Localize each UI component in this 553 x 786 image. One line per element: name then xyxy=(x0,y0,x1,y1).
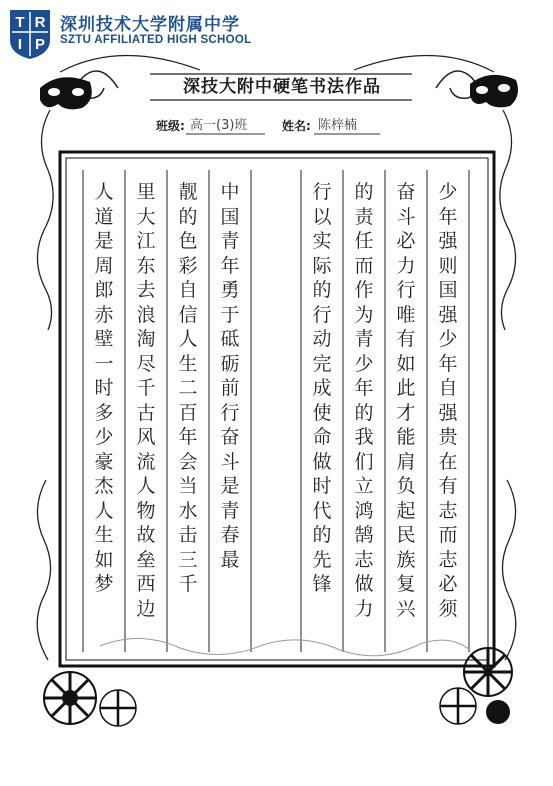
column-char: 则 xyxy=(438,254,458,277)
column-char: 贵 xyxy=(438,426,458,448)
column-char: 会 xyxy=(178,450,198,473)
column-char: 行 xyxy=(312,181,332,203)
column-char: 生 xyxy=(178,352,198,375)
column-char: 此 xyxy=(396,377,416,399)
text-column xyxy=(85,180,123,597)
column-char: 年 xyxy=(178,426,198,448)
column-char: 强 xyxy=(438,303,458,326)
column-char: 砺 xyxy=(220,352,240,375)
column-char: 先 xyxy=(312,548,332,571)
column-char: 志 xyxy=(438,499,458,522)
column-char: 志 xyxy=(354,548,374,571)
column-char: 三 xyxy=(178,548,198,571)
column-char: 作 xyxy=(354,279,374,301)
column-char: 于 xyxy=(220,303,240,326)
column-char: 年 xyxy=(220,254,240,277)
column-char: 周 xyxy=(94,254,114,277)
column-char: 砥 xyxy=(220,328,240,350)
column-char: 古 xyxy=(136,401,156,424)
column-char: 的 xyxy=(178,205,198,228)
column-char: 边 xyxy=(136,597,156,620)
column-char: 浪 xyxy=(136,303,156,326)
column-char: 如 xyxy=(396,352,416,375)
column-char: 实 xyxy=(312,230,332,252)
column-char: 人 xyxy=(178,328,198,350)
column-char: 靓 xyxy=(178,181,198,203)
column-char: 西 xyxy=(136,573,156,595)
column-char: 年 xyxy=(354,377,374,399)
column-char: 民 xyxy=(396,524,416,546)
column-char: 自 xyxy=(178,279,198,301)
column-char: 有 xyxy=(438,475,458,497)
column-char: 在 xyxy=(438,450,458,473)
column-char: 以 xyxy=(312,205,332,228)
column-char: 彩 xyxy=(178,254,198,277)
column-char: 责 xyxy=(354,205,374,228)
column-char: 垒 xyxy=(136,548,156,571)
column-char: 水 xyxy=(178,499,198,522)
column-char: 起 xyxy=(396,499,416,522)
column-char: 壁 xyxy=(94,328,114,350)
column-char: 千 xyxy=(178,573,198,595)
class-value: 高一(3)班 xyxy=(190,118,248,133)
column-char: 而 xyxy=(354,254,374,277)
flower-icon xyxy=(440,688,476,724)
text-column xyxy=(211,180,249,572)
mask-icon xyxy=(40,77,92,109)
column-char: 前 xyxy=(220,377,240,399)
column-char: 人 xyxy=(94,499,114,522)
column-char: 杰 xyxy=(94,475,114,497)
column-char: 年 xyxy=(438,205,458,228)
column-char: 人 xyxy=(94,181,114,203)
column-char: 是 xyxy=(94,230,114,252)
column-char: 东 xyxy=(136,254,156,277)
column-char: 志 xyxy=(438,548,458,571)
column-char: 须 xyxy=(438,597,458,620)
column-char: 的 xyxy=(354,401,374,424)
column-char: 的 xyxy=(312,279,332,301)
name-value: 陈梓楠 xyxy=(318,118,358,133)
column-char: 奋 xyxy=(220,426,240,448)
column-char: 际 xyxy=(312,254,332,277)
column-char: 信 xyxy=(178,303,198,326)
column-char: 时 xyxy=(94,377,114,399)
column-char: 完 xyxy=(312,352,332,375)
column-char: 必 xyxy=(438,573,458,595)
page-title: 深技大附中硬笔书法作品 xyxy=(183,77,381,97)
column-char: 强 xyxy=(438,230,458,252)
logo-letter: I xyxy=(17,36,23,53)
column-char: 故 xyxy=(136,524,156,546)
column-char: 强 xyxy=(438,401,458,424)
column-char: 兴 xyxy=(396,597,416,620)
column-char: 族 xyxy=(396,548,416,571)
column-char: 复 xyxy=(396,573,416,595)
column-char: 当 xyxy=(178,475,198,497)
flower-icon xyxy=(464,648,512,696)
column-char: 郎 xyxy=(94,279,114,301)
column-char: 力 xyxy=(354,597,374,620)
column-char: 斗 xyxy=(220,450,240,473)
column-char: 有 xyxy=(396,328,416,350)
column-char: 青 xyxy=(220,499,240,522)
column-char: 百 xyxy=(178,401,198,424)
column-char: 色 xyxy=(178,230,198,252)
mask-icon xyxy=(470,75,518,107)
column-char: 行 xyxy=(312,303,332,326)
column-char: 淘 xyxy=(136,328,156,350)
column-char: 里 xyxy=(136,181,156,203)
column-char: 豪 xyxy=(94,450,114,473)
column-char: 的 xyxy=(354,181,374,203)
text-column xyxy=(303,180,341,597)
column-char: 国 xyxy=(438,279,458,301)
column-char: 们 xyxy=(354,450,374,473)
column-char: 代 xyxy=(312,499,332,522)
column-char: 是 xyxy=(220,475,240,497)
column-char: 立 xyxy=(354,475,374,497)
column-char: 动 xyxy=(312,328,332,350)
column-char: 如 xyxy=(94,548,114,571)
name-label: 姓名: xyxy=(282,119,311,133)
column-char: 才 xyxy=(396,401,416,424)
column-char: 勇 xyxy=(220,279,240,301)
column-char: 中 xyxy=(220,181,240,203)
column-char: 为 xyxy=(354,303,374,326)
column-char: 二 xyxy=(178,377,198,399)
column-char: 物 xyxy=(136,499,156,522)
column-char: 肩 xyxy=(396,450,416,473)
column-char: 奋 xyxy=(396,181,416,203)
text-column xyxy=(169,180,207,597)
text-column xyxy=(429,180,467,621)
column-char: 国 xyxy=(220,205,240,228)
column-char: 斗 xyxy=(396,205,416,228)
logo-letter: T xyxy=(15,14,25,31)
column-char: 青 xyxy=(354,328,374,350)
column-char: 多 xyxy=(94,401,114,424)
column-char: 必 xyxy=(396,230,416,252)
column-char: 行 xyxy=(396,279,416,301)
column-char: 春 xyxy=(220,524,240,546)
column-char: 锋 xyxy=(312,573,332,595)
column-char: 年 xyxy=(438,352,458,375)
column-char: 千 xyxy=(136,377,156,399)
logo-letter: R xyxy=(34,14,46,31)
column-char: 任 xyxy=(354,230,374,252)
column-char: 做 xyxy=(354,573,374,595)
column-char: 尽 xyxy=(136,352,156,375)
column-char: 生 xyxy=(94,524,114,546)
column-char: 的 xyxy=(312,524,332,546)
column-char: 击 xyxy=(178,524,198,546)
column-char: 而 xyxy=(438,524,458,546)
flower-icon xyxy=(44,672,96,724)
column-char: 最 xyxy=(220,548,240,571)
column-char: 大 xyxy=(136,205,156,228)
column-char: 时 xyxy=(312,475,332,497)
school-name-en: SZTU AFFILIATED HIGH SCHOOL xyxy=(60,34,252,46)
column-char: 我 xyxy=(354,426,374,448)
column-char: 人 xyxy=(136,475,156,497)
column-char: 风 xyxy=(136,426,156,448)
column-char: 唯 xyxy=(396,303,416,326)
column-char: 做 xyxy=(312,450,332,473)
column-char: 青 xyxy=(220,230,240,252)
column-char: 少 xyxy=(94,426,114,448)
column-char: 行 xyxy=(220,401,240,424)
school-name-cn: 深圳技术大学附属中学 xyxy=(60,15,240,35)
column-char: 成 xyxy=(312,377,332,399)
column-char: 鸿 xyxy=(354,499,374,522)
column-char: 鹄 xyxy=(354,524,374,546)
column-char: 少 xyxy=(354,352,374,375)
logo-letter: P xyxy=(34,36,46,53)
column-char: 负 xyxy=(396,475,416,497)
column-char: 命 xyxy=(312,426,332,448)
column-char: 少 xyxy=(438,181,458,203)
column-char: 能 xyxy=(396,426,416,448)
column-char: 自 xyxy=(438,377,458,399)
column-char: 梦 xyxy=(94,573,114,595)
column-char: 少 xyxy=(438,328,458,350)
column-char: 赤 xyxy=(94,303,114,326)
text-column xyxy=(127,180,165,621)
flower-icon xyxy=(486,700,510,724)
text-column xyxy=(387,180,425,621)
column-char: 道 xyxy=(94,205,114,228)
column-char: 使 xyxy=(312,401,332,424)
column-char: 一 xyxy=(94,352,114,375)
flower-icon xyxy=(100,690,136,726)
column-char: 江 xyxy=(136,230,156,252)
column-char: 力 xyxy=(396,254,416,277)
text-column xyxy=(345,180,383,621)
column-char: 流 xyxy=(136,450,156,473)
class-label: 班级: xyxy=(156,119,185,133)
column-char: 去 xyxy=(136,279,156,301)
